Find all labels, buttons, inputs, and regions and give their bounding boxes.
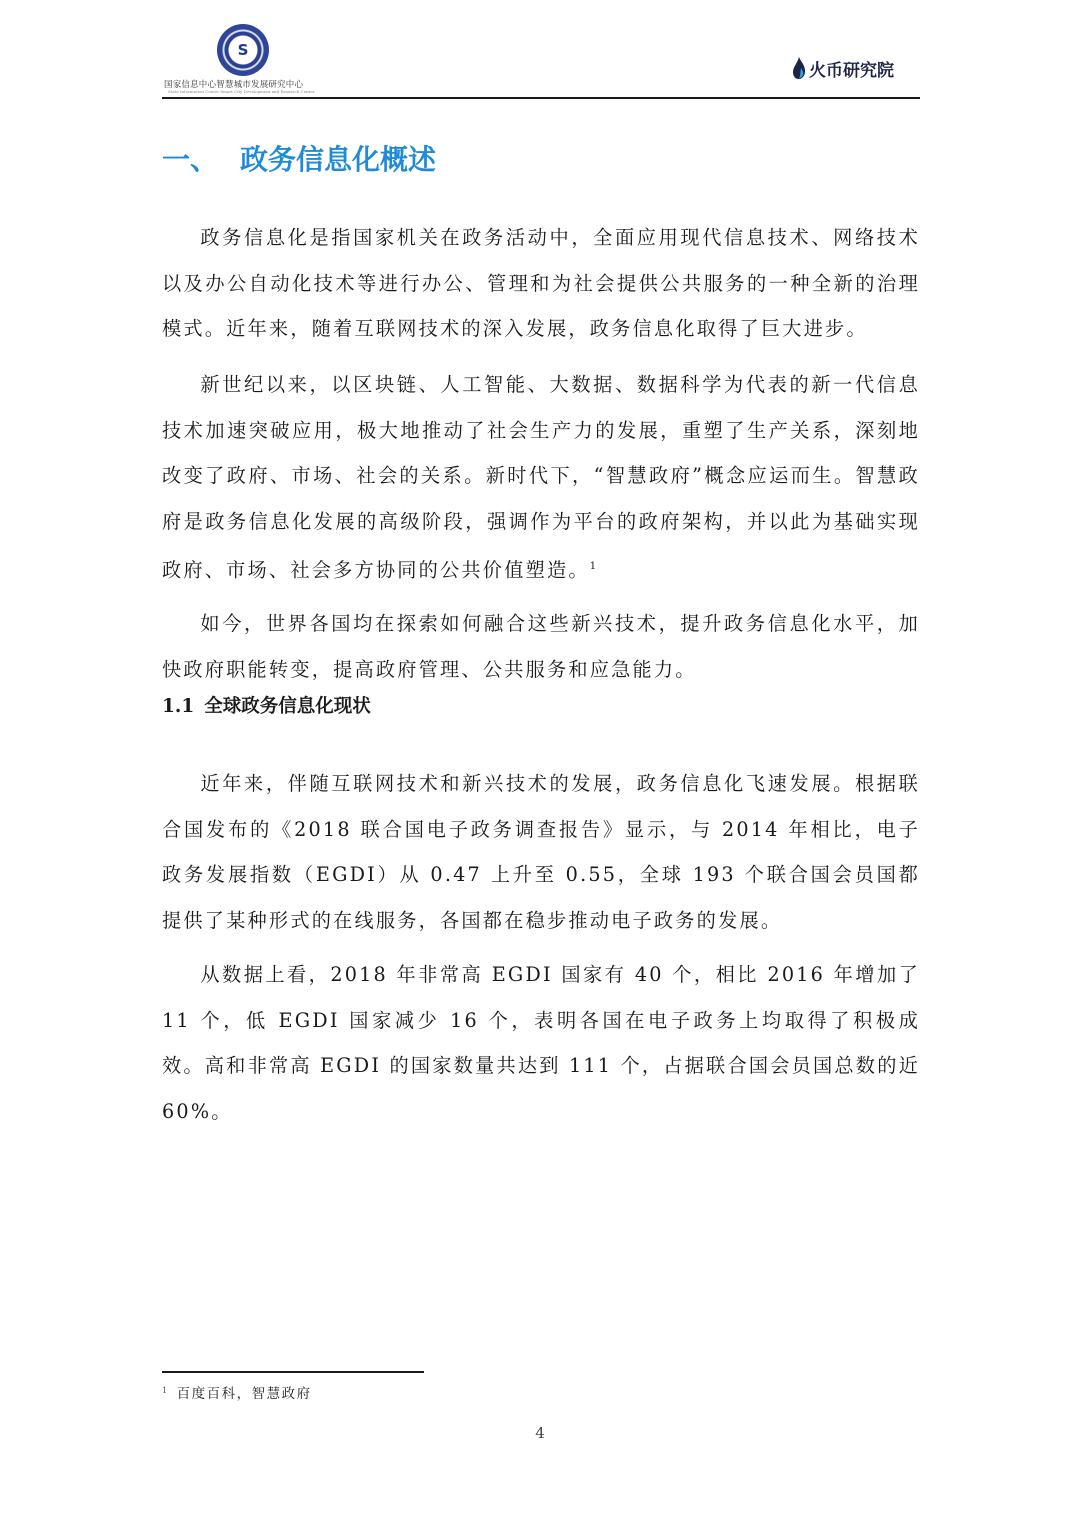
paragraph-1: 政务信息化是指国家机关在政务活动中，全面应用现代信息技术、网络技术以及办公自动化技术等进行办公、管理和为社会提供公共服务的一种全新的治理模式。近年来，随着互联网技术的深入发展，政务信息化取得了巨大进步。: [162, 226, 920, 341]
flame-icon: [792, 57, 806, 79]
subsection-number: 1.1: [162, 696, 195, 717]
emblem-icon: [217, 24, 269, 76]
org-name-cn: 国家信息中心智慧城市发展研究中心: [164, 80, 304, 90]
brand-name: 火币研究院: [809, 60, 894, 81]
paragraph-3: 如今，世界各国均在探索如何融合这些新兴技术，提升政务信息化水平，加快政府职能转变，提高政府管理、公共服务和应急能力。: [162, 612, 920, 681]
subsection-title: 全球政务信息化现状: [204, 696, 371, 717]
section-heading: [162, 138, 436, 178]
org-name-en: State Information Center Smart City Development and Research Center: [168, 89, 315, 94]
subsection-heading: [162, 692, 371, 718]
org-logo: [162, 18, 315, 96]
footnote-text: 百度百科，智慧政府: [176, 1386, 312, 1402]
section-title: 政务信息化概述: [240, 143, 437, 176]
paragraph-5: 从数据上看，2018 年非常高 EGDI 国家有 40 个，相比 2016 年增加了 11 个，低 EGDI 国家减少 16 个，表明各国在电子政务上均取得了积极成效。高和非常高 EGDI 的国家数量共达到 111 个，占据联合国会员国总数的近 60%。: [162, 963, 920, 1123]
page-header: [162, 18, 920, 98]
header-divider: [162, 97, 920, 99]
brand-logo: [792, 56, 894, 80]
paragraph-2-text: 新世纪以来，以区块链、人工智能、大数据、数据科学为代表的新一代信息技术加速突破应用，极大地推动了社会生产力的发展，重塑了生产关系，深刻地改变了政府、市场、社会的关系。新时代下，“智慧政府”概念应运而生。智慧政府是政务信息化发展的高级阶段，强调作为平台的政府架构，并以此为基础实现政府、市场、社会多方协同的公共价值塑造。: [162, 373, 920, 582]
page-number: 4: [535, 1424, 545, 1442]
emblem-glyph: S: [237, 41, 249, 59]
footnote: [162, 1382, 312, 1402]
footnote-mark: 1: [162, 1385, 169, 1395]
section-number: 一、: [162, 143, 219, 176]
footnote-ref[interactable]: 1: [589, 561, 597, 573]
footnote-divider: [162, 1371, 424, 1373]
paragraph-2: [162, 362, 920, 593]
paragraph-4: 近年来，伴随互联网技术和新兴技术的发展，政务信息化飞速发展。根据联合国发布的《2018 联合国电子政务调查报告》显示，与 2014 年相比，电子政务发展指数（EGDI）从 0.47 上升至 0.55，全球 193 个联合国会员国都提供了某种形式的在线服务，各国都在稳步推动电子政务的发展。: [162, 772, 920, 932]
